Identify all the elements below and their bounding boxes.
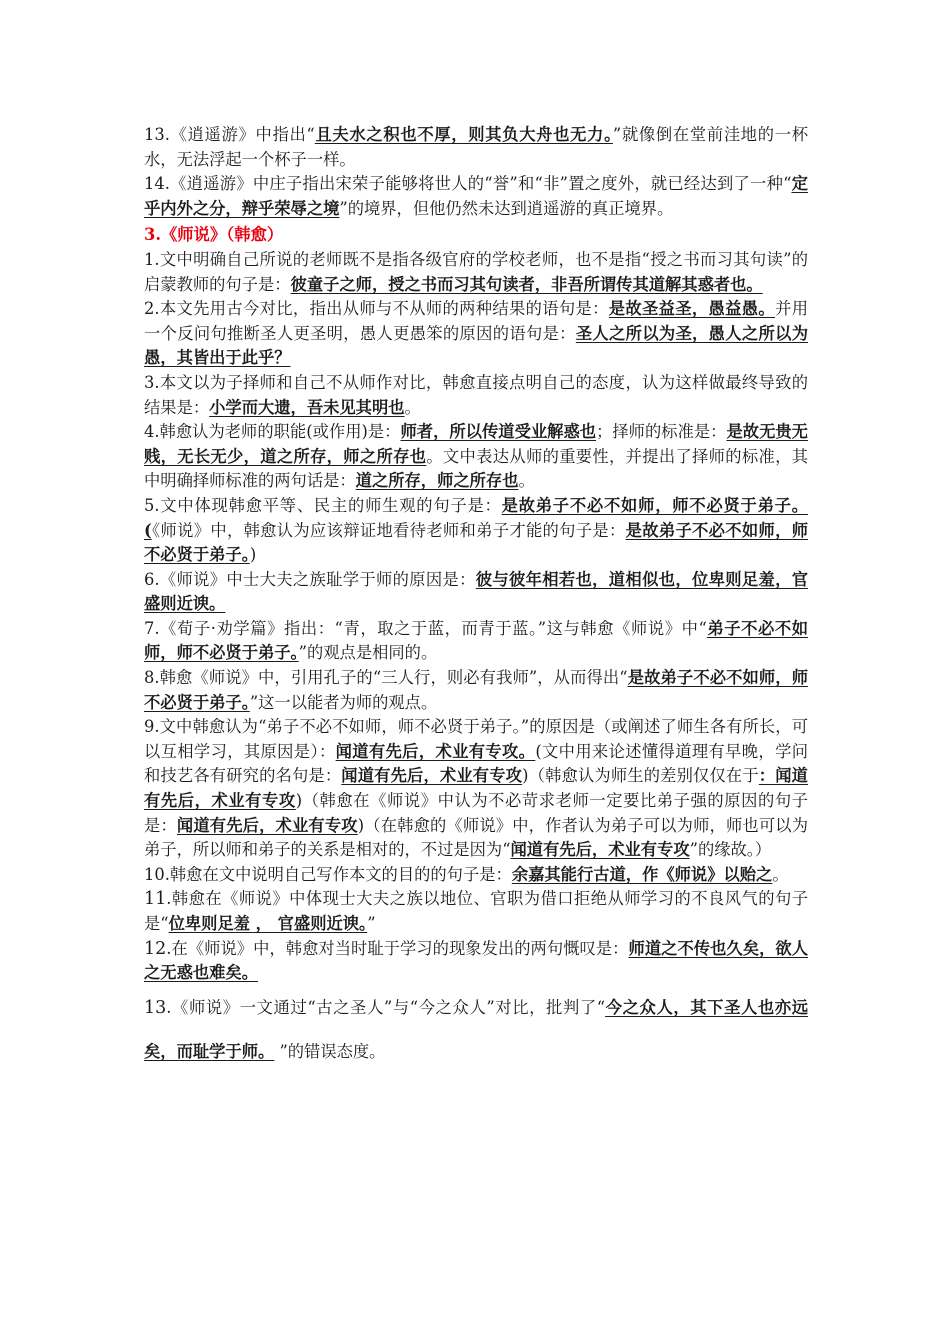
answer-text: 道之所存，师之所存也: [355, 471, 519, 491]
question-text: ”的缘故。）: [689, 840, 772, 860]
paragraph-p14a: [144, 172, 808, 221]
question-text: .在《师说》中，韩愈对当时耻于学习的现象发出的两句慨叹是：: [166, 938, 629, 958]
question-text: 《师说》中，韩愈认为应该辩证地看待老师和弟子才能的句子是：: [151, 520, 626, 540]
answer-text: 是故弟子不必不如师，师不必贤于弟子。: [144, 668, 808, 712]
question-text: ”这一以能者为师的观点。: [249, 692, 438, 712]
paragraph-p7: [144, 617, 808, 666]
question-text: .《师说》一文通过“古之圣人”与“今之众人”对比，批判了“: [166, 997, 606, 1017]
question-text: .韩愈在《师说》中体现士大夫之族以地位、官职为借口拒绝从师学习的不良风气的句子是“: [144, 889, 808, 933]
answer-text: 师者，所以传道受业解惑也: [400, 422, 597, 442]
answer-text: 小学而大遗，吾未见其明也: [209, 397, 405, 417]
paragraph-p8: [144, 666, 808, 715]
answer-text: 闻道有先后，术业有专攻。: [335, 741, 536, 761]
answer-text: 彼与彼年相若也，道相似也，位卑则足羞，官盛则近谀。: [144, 569, 808, 614]
question-text: 。: [518, 471, 535, 491]
question-text: ”就像倒在堂前洼地的一杯水，无法浮起一个杯子一样。: [144, 125, 809, 169]
paragraph-p13a: [144, 123, 808, 172]
question-text: 13: [144, 997, 167, 1018]
paragraph-p4: [144, 420, 808, 494]
question-text: )（韩愈在《师说》中认为不必苛求老师一定要比弟子强的原因的句子是：: [144, 791, 808, 835]
paragraph-p3: [144, 371, 808, 420]
question-text: ；择师的标准是：: [596, 422, 727, 442]
question-text: 3.本文以为子择师和自己不从师作对比，韩愈直接点明自己的态度，认为这样做最终导致的结果是：: [144, 372, 808, 417]
section-heading: 3.《师说》（韩愈）: [144, 225, 284, 245]
question-text: 5.文中体现韩愈平等、民主的师生观的句子是：: [144, 495, 502, 515]
question-text: 9.文中韩愈认为“弟子不必不如师，师不必贤于弟子。”的原因是（或阐述了师生各有所长，可以互相学习，其原因是）：: [144, 717, 808, 761]
paragraph-p2: [144, 297, 808, 371]
paragraph-p13: [144, 986, 808, 1074]
paragraph-p1: [144, 248, 808, 297]
question-text: 。: [404, 397, 421, 417]
question-text: 6.《师说》中士大夫之族耻学于师的原因是：: [144, 569, 476, 589]
answer-text: 余嘉其能行古道，作《师说》以贻之: [511, 864, 773, 884]
question-text: ): [249, 545, 257, 565]
question-text: ”的观点是相同的。: [298, 643, 438, 663]
question-text: ”: [367, 914, 376, 933]
paragraph-p9: [144, 715, 808, 863]
paragraph-p11: [144, 887, 808, 936]
paragraph-p5: [144, 494, 808, 568]
question-text: )（韩愈认为师生的差别仅仅在于: [522, 766, 759, 786]
question-text: 4.韩愈认为老师的职能(或作用)是：: [144, 422, 401, 442]
question-text: ”的错误态度。: [274, 1041, 386, 1061]
answer-text: 师道之不传也久矣，欲人之无惑也难矣。: [144, 938, 808, 983]
answer-text: 是故弟子不必不如师，师不必贤于弟子。: [144, 520, 808, 565]
question-text: 14.《逍遥游》中庄子指出宋荣子能够将世人的“誉”和“非”置之度外，就已经达到了一种“: [144, 174, 792, 194]
question-text: ”的境界，但他仍然未达到逍遥游的真正境界。: [339, 198, 674, 218]
question-text: )（在韩愈的《师说》中，作者认为弟子可以为师，师也可以为弟子，所以师和弟子的关系是相对的，不过是因为“: [144, 815, 808, 860]
answer-text: 位卑则足羞 ， 官盛则近谀。: [168, 914, 368, 933]
answer-text: 圣人之所以为圣，愚人之所以为愚，其皆出于此乎？: [144, 323, 808, 368]
answer-text: ：闻道有先后，术业有专攻: [144, 766, 808, 811]
question-text: 13.《逍遥游》中指出“: [144, 125, 315, 144]
question-text: 7.《荀子·劝学篇》指出：“青，取之于蓝，而青于蓝。”这与韩愈《师说》中“: [144, 618, 707, 638]
question-text: 10.韩愈在文中说明自己写作本文的目的的句子是：: [144, 864, 512, 884]
answer-text: 是故无贵无贱，无长无少，道之所存，师之所存也: [144, 422, 808, 466]
document-page: [144, 123, 808, 1074]
question-text: 8.韩愈《师说》中，引用孔子的“三人行，则必有我师”，从而得出“: [144, 668, 628, 688]
answer-text: 彼童子之师，授之书而习其句读者，非吾所谓传其道解其惑者也。: [290, 274, 763, 294]
question-text: 12: [144, 938, 167, 959]
answer-text: 闻道有先后，术业有专攻: [510, 840, 690, 860]
answer-text: 是故弟子不必不如师，师不必贤于弟子。(: [144, 495, 808, 540]
answer-text: 定乎内外之分，辩乎荣辱之境: [144, 174, 808, 218]
answer-text: 今之众人，其下圣人也亦远矣，而耻学于师。: [144, 997, 808, 1061]
answer-text: 且夫水之积也不厚，则其负大舟也无力。: [314, 125, 613, 144]
answer-text: 闻道有先后，术业有专攻: [341, 766, 523, 786]
question-text: 。文中表达从师的重要性，并提出了择师的标准，其中明确择师标准的两句话是：: [144, 446, 808, 491]
answer-text: 是故圣益圣，愚益愚。: [608, 299, 776, 319]
answer-text: 弟子不必不如师，师不必贤于弟子。: [144, 618, 808, 663]
question-text: 并用一个反问句推断圣人更圣明，愚人更愚笨的原因的语句是：: [144, 299, 808, 343]
question-text: 11: [144, 889, 167, 910]
paragraph-p12: [144, 937, 808, 986]
question-text: (文中用来论述懂得道理有早晚，学问和技艺各有研究的名句是：: [144, 741, 808, 786]
paragraph-p6: [144, 568, 808, 617]
paragraph-p10: [144, 863, 808, 888]
question-text: 2.本文先用古今对比，指出从师与不从师的两种结果的语句是：: [144, 299, 609, 319]
answer-text: 闻道有先后，术业有专攻: [176, 815, 358, 835]
question-text: 。: [772, 864, 789, 884]
question-text: 1.文中明确自己所说的老师既不是指各级官府的学校老师，也不是指“授之书而习其句读”的启蒙教师的句子是：: [144, 249, 808, 294]
